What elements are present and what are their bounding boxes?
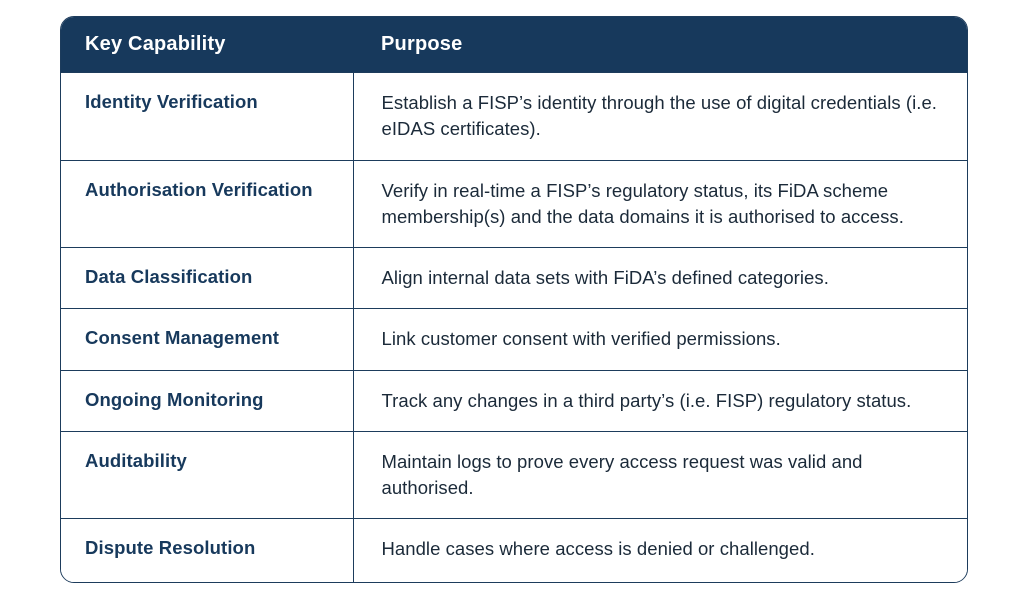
table-header	[61, 17, 967, 73]
table-row	[61, 248, 967, 309]
cell-purpose: Verify in real-time a FISP’s regulatory status, its FiDA scheme membership(s) and the data domains it is authorised to access.	[353, 160, 967, 248]
table-row	[61, 519, 967, 582]
cell-purpose: Establish a FISP’s identity through the use of digital credentials (i.e. eIDAS certificates).	[353, 73, 967, 161]
cell-capability: Dispute Resolution	[61, 519, 353, 582]
cell-capability: Auditability	[61, 431, 353, 519]
table-row	[61, 431, 967, 519]
table-row	[61, 370, 967, 431]
column-header-purpose: Purpose	[381, 33, 463, 55]
column-header-capability: Key Capability	[85, 33, 226, 55]
cell-purpose: Align internal data sets with FiDA’s defined categories.	[353, 248, 967, 309]
table-row	[61, 73, 967, 161]
table-header-row	[61, 17, 967, 73]
cell-purpose: Link customer consent with verified permissions.	[353, 309, 967, 370]
cell-capability: Ongoing Monitoring	[61, 370, 353, 431]
table-row	[61, 160, 967, 248]
cell-purpose: Track any changes in a third party’s (i.e. FISP) regulatory status.	[353, 370, 967, 431]
cell-purpose: Maintain logs to prove every access request was valid and authorised.	[353, 431, 967, 519]
cell-purpose: Handle cases where access is denied or challenged.	[353, 519, 967, 582]
cell-capability: Identity Verification	[61, 73, 353, 161]
capability-table	[61, 17, 967, 582]
table-row	[61, 309, 967, 370]
capability-table-container	[60, 16, 968, 583]
cell-capability: Consent Management	[61, 309, 353, 370]
cell-capability: Data Classification	[61, 248, 353, 309]
cell-capability: Authorisation Verification	[61, 160, 353, 248]
table-body	[61, 73, 967, 582]
